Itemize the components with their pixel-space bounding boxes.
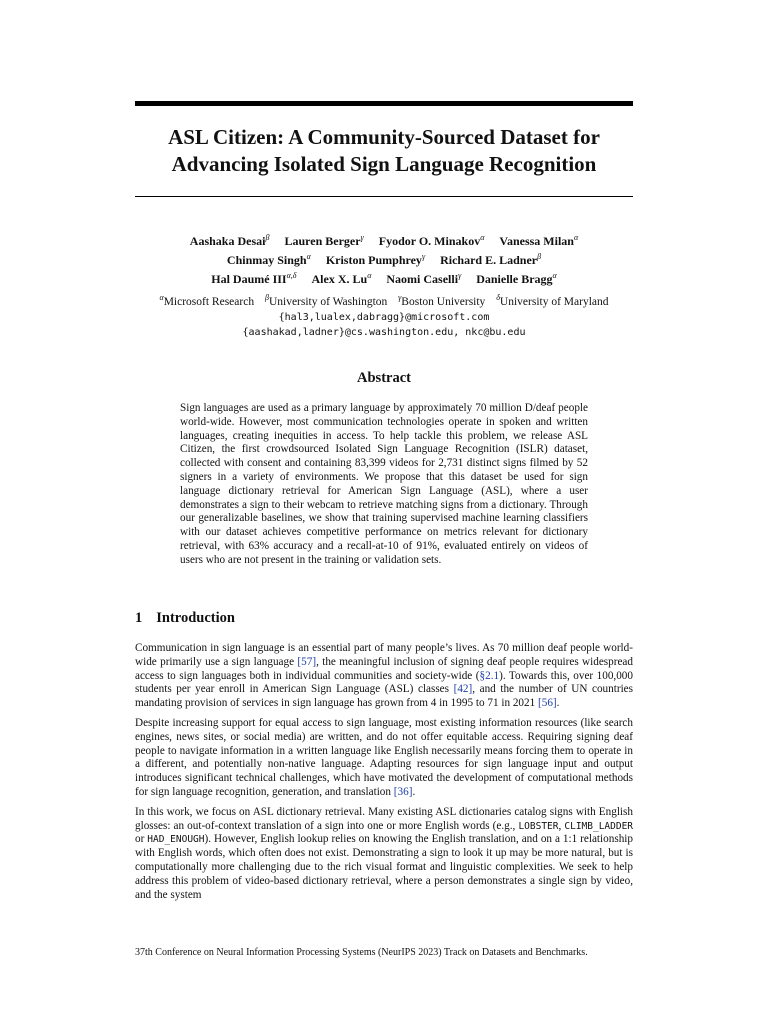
title-line-2: Advancing Isolated Sign Language Recognition bbox=[171, 152, 597, 176]
affiliation: $^\gamma$Boston University bbox=[398, 293, 486, 308]
author: Richard E. Ladner$^\beta$ bbox=[440, 252, 542, 267]
conference-footnote: 37th Conference on Neural Information Processing Systems (NeurIPS 2023) Track on Datasets and Benchmarks. bbox=[135, 947, 588, 958]
author: Naomi Caselli$^\gamma$ bbox=[386, 271, 462, 286]
gloss: HAD_ENOUGH bbox=[147, 834, 205, 846]
affiliation: $^\beta$University of Washington bbox=[264, 293, 388, 308]
author: Vanessa Milan$^\alpha$ bbox=[499, 233, 579, 248]
gloss: CLIMB_LADDER bbox=[564, 820, 634, 832]
author: Fyodor O. Minakov$^\alpha$ bbox=[378, 233, 485, 248]
affiliation: $^\delta$University of Maryland bbox=[496, 293, 609, 308]
email-line-2[interactable]: {aashakad,ladner}@cs.washington.edu, nkc@bu.edu bbox=[242, 326, 526, 338]
citation-link[interactable]: [57] bbox=[297, 655, 317, 668]
affiliation-line bbox=[135, 290, 633, 310]
title-line-1: ASL Citizen: A Community-Sourced Dataset for bbox=[168, 125, 600, 149]
author-line-3 bbox=[135, 268, 633, 287]
email-line-1[interactable]: {hal3,lualex,dabragg}@microsoft.com bbox=[278, 311, 490, 323]
author-list bbox=[135, 230, 633, 287]
author: Aashaka Desai$^\beta$ bbox=[189, 233, 270, 248]
section-heading bbox=[135, 610, 235, 627]
title-top-rule bbox=[135, 101, 633, 106]
body-text bbox=[135, 642, 633, 908]
author: Alex X. $Lu^\alpha$ bbox=[311, 271, 372, 286]
author-line-1 bbox=[135, 230, 633, 249]
affiliations bbox=[135, 290, 633, 340]
section-title: Introduction bbox=[156, 610, 235, 626]
author-line-2 bbox=[135, 249, 633, 268]
author: Lauren Berger$^\gamma$ bbox=[284, 233, 364, 248]
abstract-text: Sign languages are used as a primary language by approximately 70 million D/deaf people world-wide. However, most communication technologies operate in spoken and written languages, creating inequities in access. To help tackle this problem, we release ASL Citizen, the first crowdsourced Isolated Sign Language Recognition (ISLR) dataset, collected with consent and containing 83,399 videos for 2,731 distinct signs filmed by 52 signers in a variety of environments. We propose that this dataset be used for sign language dictionary retrieval for American Sign Language (ASL), where a user demonstrates a sign to their webcam to retrieve matching signs from a dictionary. Through our generalizable baselines, we show that training supervised machine learning classifiers with our dataset achieves competitive performance on metrics relevant for dictionary retrieval, with 63% accuracy and a recall-at-10 of 91%, evaluated entirely on videos of users who are not present in the training or validation sets. bbox=[180, 402, 588, 566]
paragraph-2: Despite increasing support for equal access to sign language, most existing information resources (like search engines, news sites, or social media) are written, and do not offer equitable access. Requiring signing deaf people to navigate information in a written language like English necessarily means forcing them to operate in a different, and potentially non-native language. Adapting resources for sign language input and output introduces significant technical challenges, which have motivated the development of computational methods for sign language recognition, generation, and translation [36]. bbox=[135, 716, 633, 798]
citation-link[interactable]: [36] bbox=[393, 785, 413, 798]
paragraph-3: In this work, we focus on ASL dictionary retrieval. Many existing ASL dictionaries catalog signs with English glosses: an out-of-context translation of a sign into one or more English words (e.g., LOBSTER, CLIMB_LADDER or HAD_ENOUGH). However, English lookup relies on knowing the English translation, and on a 1:1 relationship with English words, which often does not exist. Demonstrating a sign to look it up may be more natural, but is computationally more challenging due to the rich visual format and linguistic complexities. We seek to help address this problem of video-based dictionary retrieval, where a person demonstrates a single sign by video, and the system bbox=[135, 805, 634, 901]
paper-title bbox=[135, 124, 633, 178]
section-number: 1 bbox=[135, 610, 143, 626]
citation-link[interactable]: [42] bbox=[453, 683, 473, 696]
author: Hal Daumé $III^{\alpha,\delta}$ bbox=[211, 271, 297, 286]
author: Danielle Bragg$^\alpha$ bbox=[476, 271, 557, 286]
section-link[interactable]: §2.1 bbox=[479, 669, 500, 682]
citation-link[interactable]: [56] bbox=[538, 697, 557, 710]
author: Chinmay Singh$^\alpha$ bbox=[226, 252, 311, 267]
gloss: LOBSTER bbox=[518, 820, 559, 832]
paragraph-1: Communication in sign language is an essential part of many people’s lives. As 70 million deaf people world-wide primarily use a sign language [57], the meaningful inclusion of signing deaf people requires widespread access to sign languages both in individual communities and society-wide (§2.1). Towards this, over 100,000 students per year enroll in American Sign Language (ASL) classes [42], and the number of UN countries mandating provision of services in sign language has grown from 4 in 1995 to 71 in 2021 [56]. bbox=[135, 642, 634, 710]
affiliation: $^\alpha$Microsoft Research bbox=[159, 293, 255, 308]
author: Kriston Pumphrey$^\gamma$ bbox=[325, 252, 426, 267]
title-bottom-rule bbox=[135, 196, 633, 197]
abstract-heading: Abstract bbox=[357, 370, 411, 386]
